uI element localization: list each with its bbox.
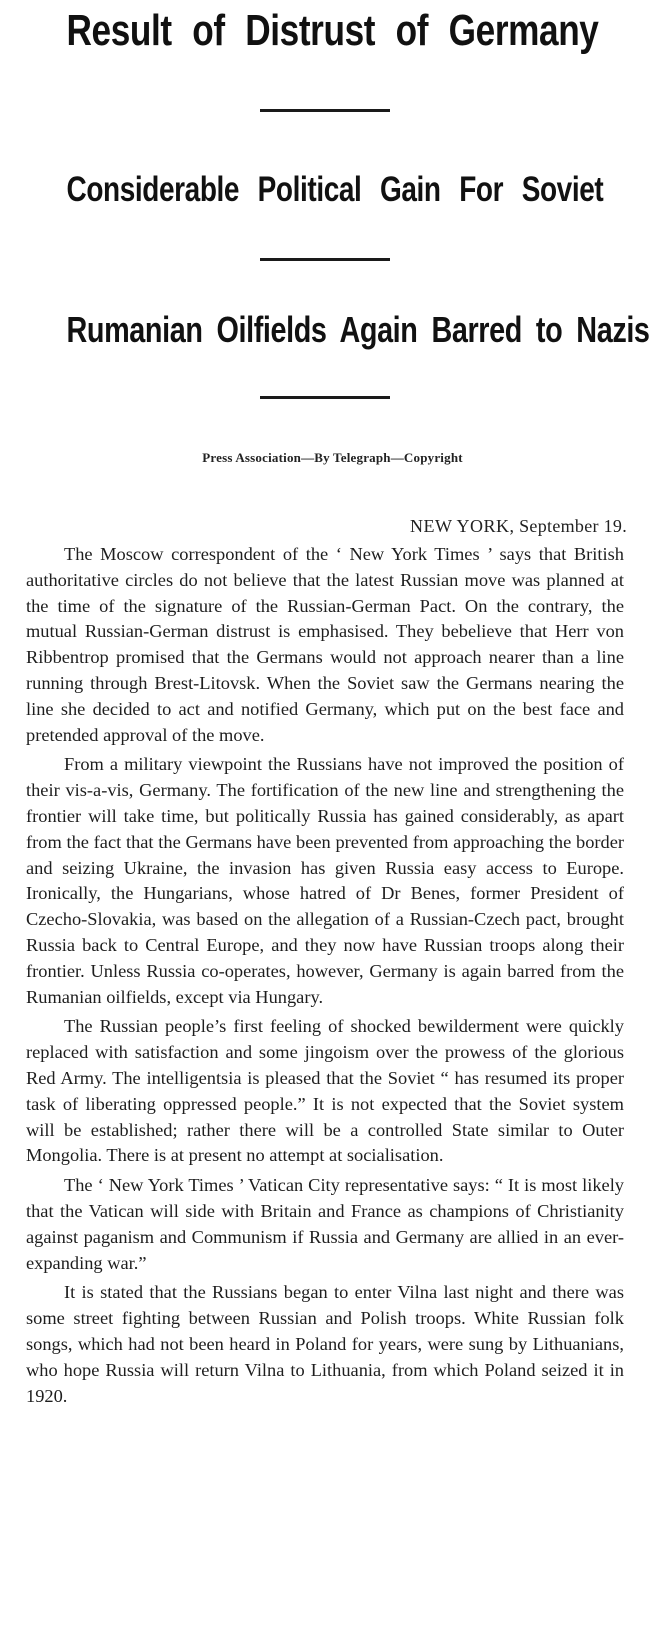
article-paragraph: The ‘ New York Times ’ Vatican City representative says: “ It is most likely that the Vatican will side with Britain and France as champions of Christianity against paganism and Communism if Russia and Germany are allied in an ever-expanding war.”	[26, 1175, 624, 1273]
headline-divider	[260, 396, 390, 399]
subheadline-oilfields: Rumanian Oilfields Again Barred to Nazis	[66, 309, 650, 350]
headline-divider	[260, 258, 390, 261]
article-paragraph: The Russian people’s first feeling of shocked bewilderment were quickly replaced with satisfaction and some jingoism over the prowess of the glorious Red Army. The intelligentsia is pleased that the Soviet “ has resumed its proper task of liberating oppressed people.” It is not expected that the Soviet system will be established; rather there will be a controlled State similar to Outer Mongolia. There is at present no attempt at socialisation.	[26, 1016, 624, 1166]
headline-divider	[260, 109, 390, 112]
dateline-date: September 19.	[519, 516, 627, 536]
article-paragraph: The Moscow correspondent of the ‘ New York Times ’ says that British authoritative circles do not believe that the latest Russian move was planned at the time of the signature of the Russian-German Pact. On the contrary, the mutual Russian-German distrust is emphasised. They bebelieve that Herr von Ribbentrop promised that the Germans would not approach nearer than a line running through Brest-Litovsk. When the Soviet saw the Germans nearing the line she decided to act and notified Germany, which put on the best face and pretended approval of the move.	[26, 544, 624, 745]
article-paragraph: From a military viewpoint the Russians have not improved the position of their vis-a-vis, Germany. The fortification of the new line and strengthening the frontier will take time, but politically Russia has gained considerably, as apart from the fact that the Germans have been prevented from approaching the border and seizing Ukraine, the invasion has given Russia easy access to Europe. Ironically, the Hungarians, whose hatred of Dr Benes, former President of Czecho-Slovakia, was based on the allegation of a Russian-Czech pact, brought Russia back to Central Europe, and they now have Russian troops along their frontier. Unless Russia co-operates, however, Germany is again barred from the Rumanian oilfields, except via Hungary.	[26, 754, 624, 1007]
article-paragraph: It is stated that the Russians began to enter Vilna last night and there was some street fighting between Russian and Polish troops. White Russian folk songs, which had not been heard in Poland for years, were sung by Lithuanians, who hope Russia will return Vilna to Lithuania, from which Poland seized it in 1920.	[26, 1282, 624, 1406]
article-body	[26, 542, 624, 1413]
press-credit: Press Association—By Telegraph—Copyright	[202, 450, 463, 465]
dateline: NEW YORK, September 19.	[410, 516, 627, 536]
dateline-place: NEW YORK	[410, 516, 510, 536]
subheadline-soviet-gain: Considerable Political Gain For Soviet	[66, 170, 604, 209]
main-headline: Result of Distrust of Germany	[66, 6, 599, 55]
